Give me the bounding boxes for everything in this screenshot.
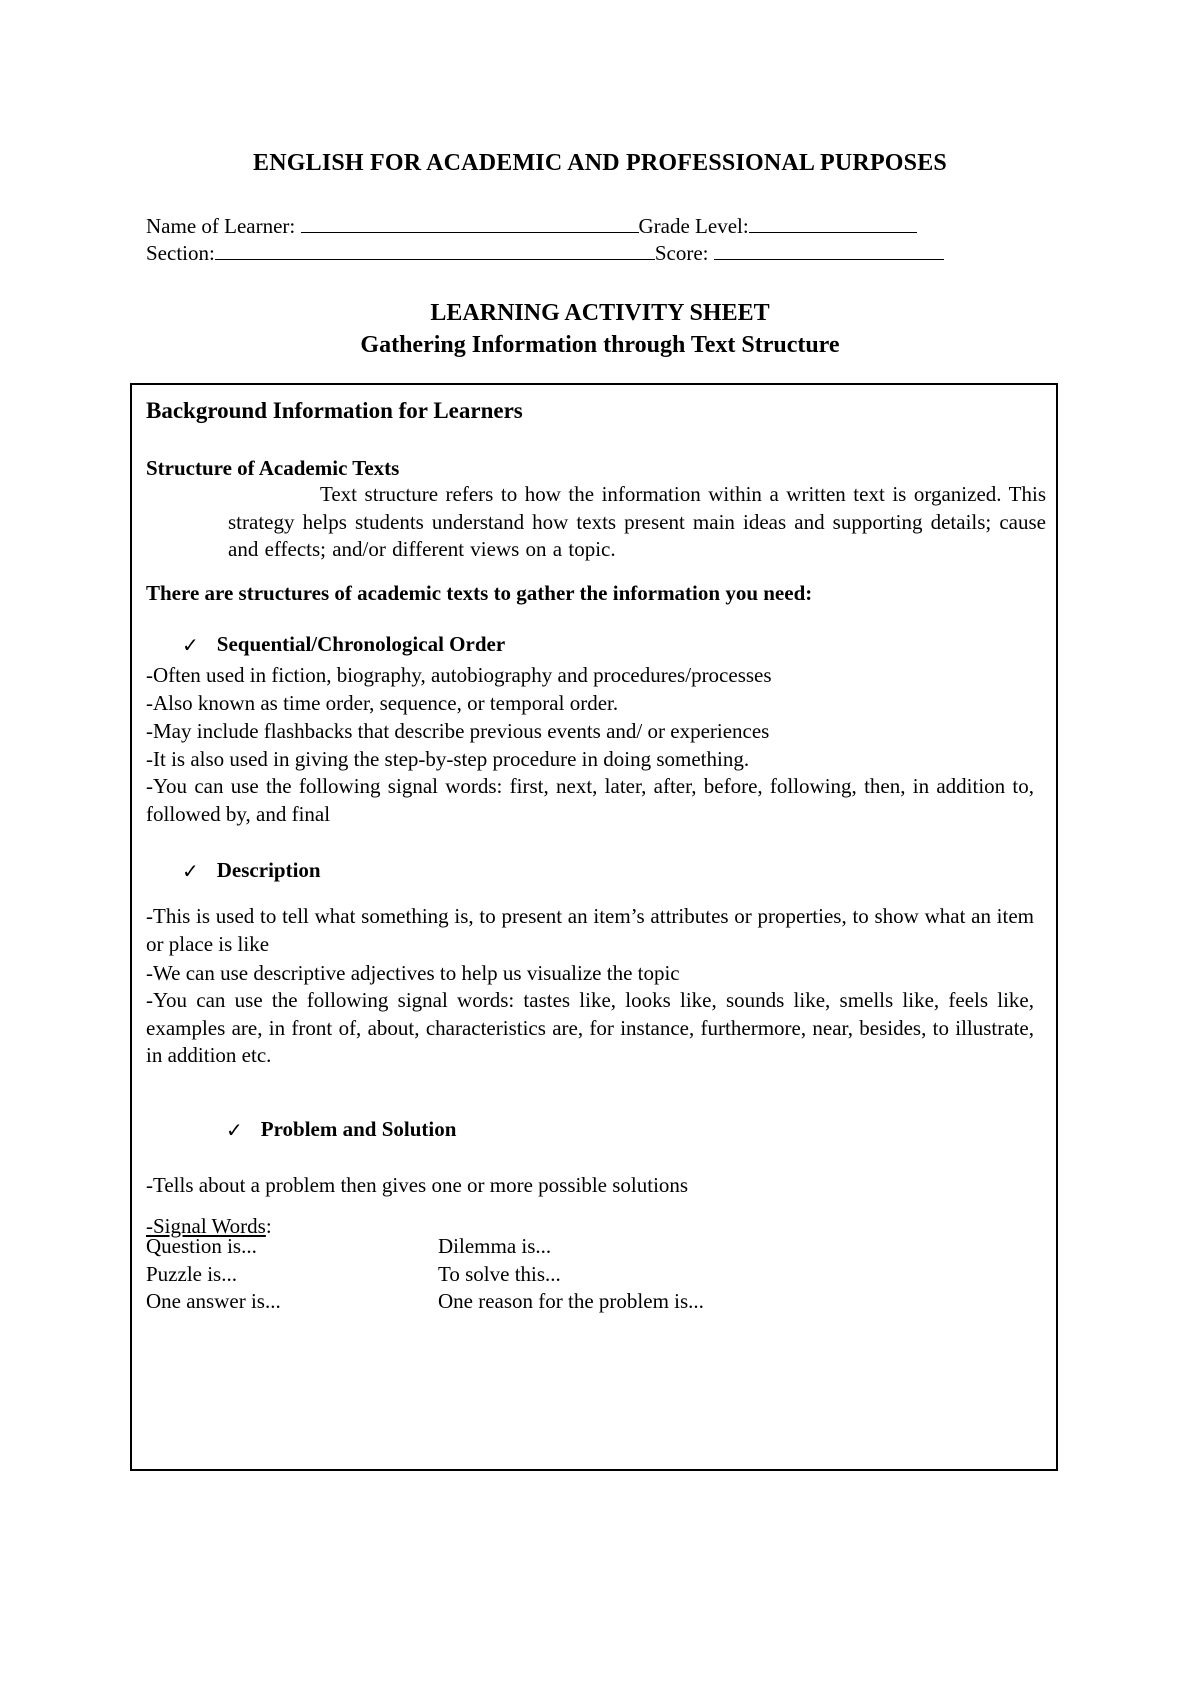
problem-solution-title: Problem and Solution [260, 1117, 457, 1141]
description-heading [182, 858, 321, 883]
background-info-heading: Background Information for Learners [146, 398, 523, 423]
sequential-title: Sequential/Chronological Order [216, 632, 506, 656]
signal-word: To solve this... [438, 1261, 561, 1286]
description-line: -This is used to tell what something is, to present an item’s attributes or properties, to show what an item or place is like [146, 904, 1034, 956]
signal-words-colon: : [265, 1214, 272, 1238]
structure-paragraph: Text structure refers to how the information within a written text is organized. This strategy helps students understand how texts present main ideas and supporting details; cause and effects; and/or different views on a topic. [228, 482, 1046, 561]
signal-word: Puzzle is... [146, 1261, 237, 1286]
name-of-learner-label: Name of Learner: [146, 214, 301, 238]
signal-word: One reason for the problem is... [438, 1289, 704, 1313]
signal-words-label-text: -Signal Words [146, 1214, 266, 1238]
sequential-line: -It is also used in giving the step-by-step procedure in doing something. [146, 747, 750, 771]
grade-level-label: Grade Level: [638, 214, 749, 238]
structure-heading: Structure of Academic Texts [146, 456, 400, 480]
name-of-learner-field[interactable] [301, 212, 639, 233]
grade-level-field[interactable] [749, 212, 917, 233]
signal-word: One answer is... [146, 1289, 281, 1313]
subject-title: ENGLISH FOR ACADEMIC AND PROFESSIONAL PURPOSES [253, 150, 947, 176]
sequential-line: -Also known as time order, sequence, or temporal order. [146, 691, 619, 715]
problem-solution-intro: -Tells about a problem then gives one or more possible solutions [146, 1173, 689, 1197]
sequential-line: -May include flashbacks that describe previous events and/ or experiences [146, 719, 770, 743]
sequential-line: -Often used in fiction, biography, autobiography and procedures/processes [146, 663, 772, 687]
section-label: Section: [146, 241, 215, 265]
check-icon: ✓ [226, 1117, 243, 1142]
description-line: -We can use descriptive adjectives to help us visualize the topic [146, 961, 680, 985]
description-title: Description [216, 858, 321, 882]
sheet-subtitle: Gathering Information through Text Structure [360, 332, 840, 358]
signal-word: Question is... [146, 1234, 257, 1258]
description-line: -You can use the following signal words: tastes like, looks like, sounds like, smells like, feels like, examples are, in front of, about, characteristics are, for instance, furthermore, near, besides, to illustrate, in addition etc. [146, 988, 1034, 1067]
section-score-row [146, 239, 956, 265]
signal-word: Dilemma is... [438, 1234, 552, 1258]
sheet-title: LEARNING ACTIVITY SHEET [430, 300, 770, 326]
structures-lead: There are structures of academic texts to gather the information you need: [146, 581, 813, 605]
score-field[interactable] [714, 239, 944, 260]
problem-solution-heading [226, 1117, 456, 1142]
learner-info-row [146, 212, 956, 238]
section-field[interactable] [215, 239, 655, 260]
check-icon: ✓ [182, 858, 199, 883]
sequential-heading [182, 632, 505, 657]
check-icon: ✓ [182, 632, 199, 657]
sequential-line: -You can use the following signal words: first, next, later, after, before, following, then, in addition to, followed by, and final [146, 774, 1034, 826]
score-label: Score: [654, 241, 714, 265]
